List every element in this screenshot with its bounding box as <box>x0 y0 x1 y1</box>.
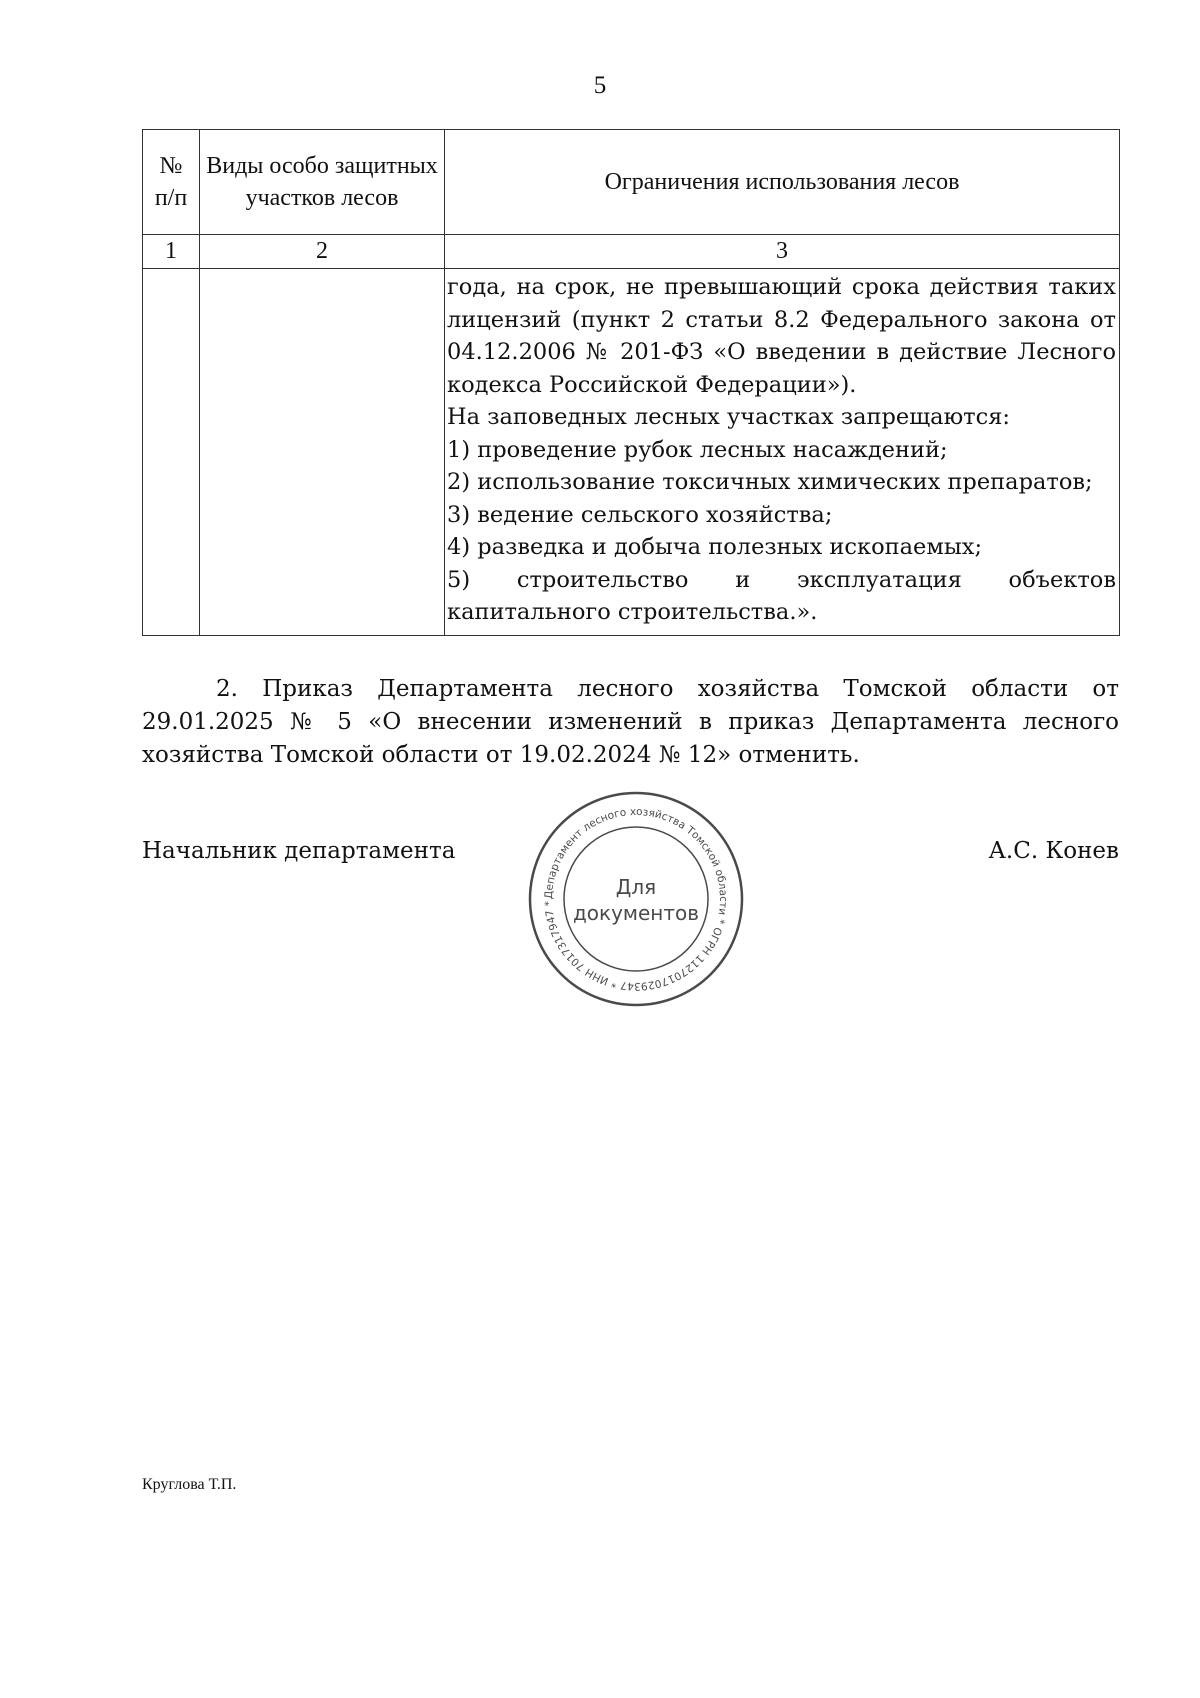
restriction-text-line: 2) использование токсичных химических препаратов; <box>447 469 1093 495</box>
executor-name: Круглова Т.П. <box>142 1476 237 1493</box>
page-number: 5 <box>593 72 607 99</box>
header-number-label: № п/п <box>154 153 188 211</box>
stamp-center-line1: Для <box>615 875 657 899</box>
table-row <box>143 269 1120 636</box>
signer-name: А.С. Конев <box>988 838 1119 864</box>
header-forest-type: Виды особо защитных участков лесов <box>200 130 445 235</box>
table-header-row <box>143 130 1120 235</box>
table-cell-restrictions <box>445 269 1120 636</box>
header-restrictions: Ограничения использования лесов <box>445 130 1120 235</box>
restriction-text-line: 3) ведение сельского хозяйства; <box>447 501 833 528</box>
restriction-text-line: 1) проведение рубок лесных насаждений; <box>447 436 948 463</box>
restriction-text-line: На заповедных лесных участках запрещаются: <box>447 404 1010 430</box>
restriction-text-line: 4) разведка и добыча полезных ископаемых; <box>447 534 983 560</box>
restrictions-table <box>142 129 1120 636</box>
header-number <box>143 130 200 235</box>
table-column-numbers-row <box>143 235 1120 269</box>
stamp-ring-text: Департамент лесного хозяйства Томской области * ОГРН 1127017029347 * ИНН 7017317947 * <box>542 805 730 993</box>
restriction-text-line: года, на срок, не превышающий срока действия таких лицензий (пункт 2 статьи 8.2 Федерального закона от 04.12.2006 № 201-ФЗ «О введении в действие Лесного кодекса Российской Федерации»). <box>447 274 1116 398</box>
stamp-center-line2: документов <box>572 901 700 925</box>
column-number-1: 1 <box>143 235 200 269</box>
official-stamp <box>525 788 747 1010</box>
order-paragraph: 2. Приказ Департамента лесного хозяйства Томской области от 29.01.2025 № 5 «О внесении изменений в приказ Департамента лесного хозяйства Томской области от 19.02.2024 № 12» отменить. <box>142 676 1119 768</box>
table-cell-number <box>143 269 200 636</box>
column-number-2: 2 <box>200 235 445 269</box>
table-cell-forest-type <box>200 269 445 636</box>
signer-title: Начальник департамента <box>142 838 456 864</box>
restriction-text-line: 5) строительство и эксплуатация объектов капитального строительства.». <box>447 566 1116 625</box>
column-number-3: 3 <box>445 235 1120 269</box>
